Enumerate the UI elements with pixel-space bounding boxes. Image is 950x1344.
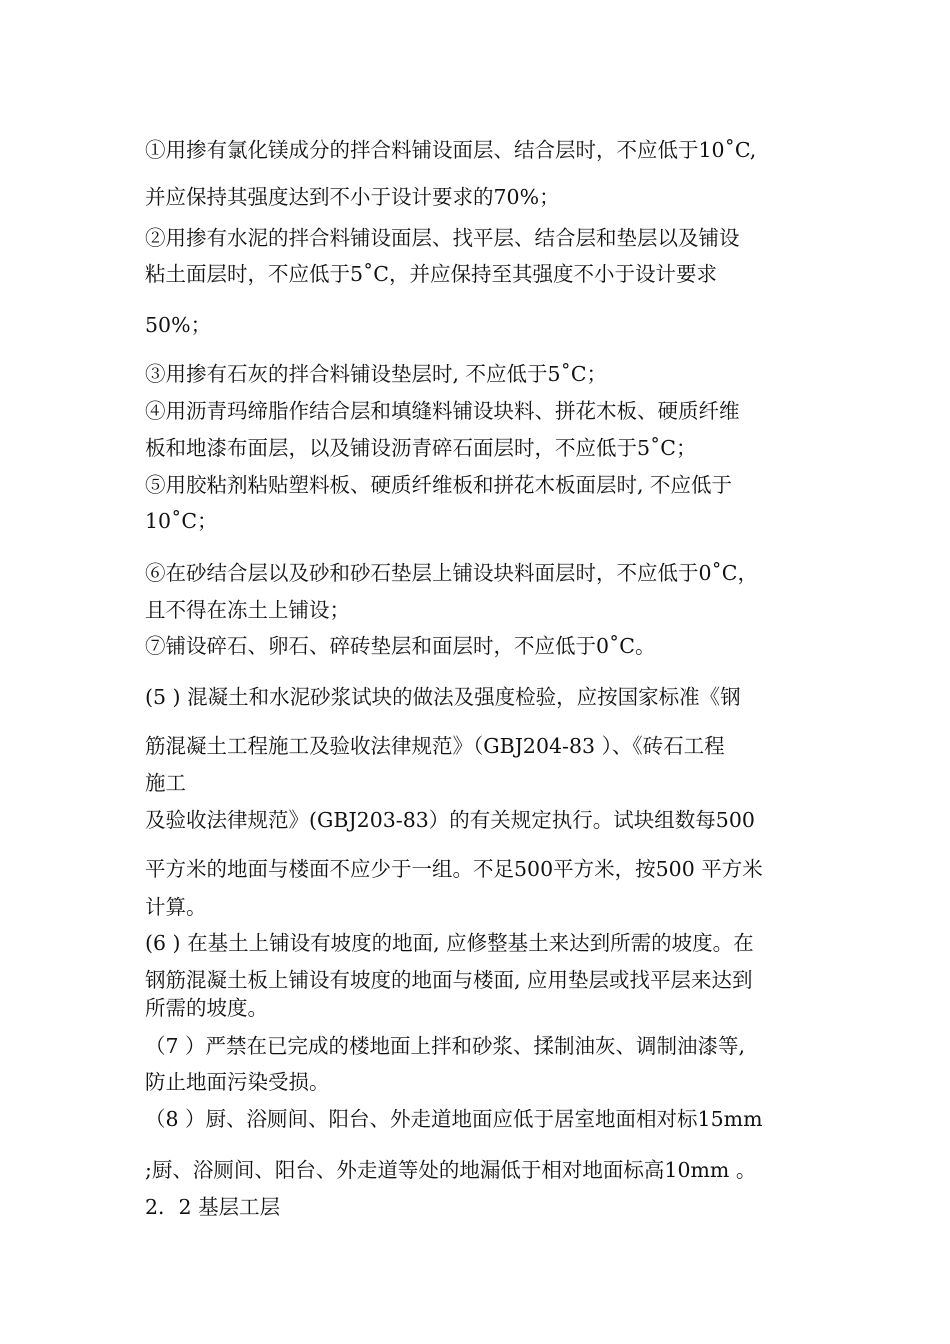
text-line: ①用掺有氯化镁成分的拌合料铺设面层、结合层时，不应低于10˚C, [145, 138, 757, 162]
text-line: ③用掺有石灰的拌合料铺设垫层时, 不应低于5˚C； [145, 362, 608, 386]
text-line: 且不得在冻土上铺设； [145, 598, 350, 622]
text-line: ②用掺有水泥的拌合料铺设面层、找平层、结合层和垫层以及铺设 [145, 226, 740, 250]
text-line: (6 ) 在基土上铺设有坡度的地面, 应修整基土来达到所需的坡度。在 [145, 931, 754, 955]
text-line: 钢筋混凝土板上铺设有坡度的地面与楼面, 应用垫层或找平层来达到 [145, 968, 753, 992]
text-line: (5 ) 混凝土和水泥砂浆试块的做法及强度检验，应按国家标准《钢 [145, 685, 741, 709]
text-line: ④用沥青玛缔脂作结合层和填缝料铺设块料、拼花木板、硬质纤维 [145, 399, 740, 423]
text-line: （7 ）严禁在已完成的楼地面上拌和砂浆、揉制油灰、调制油漆等, [145, 1034, 746, 1058]
text-line: 防止地面污染受损。 [145, 1070, 330, 1094]
text-line: ⑦铺设碎石、卵石、碎砖垫层和面层时，不应低于0˚C。 [145, 634, 656, 658]
text-line: ⑤用胶粘剂粘贴塑料板、硬质纤维板和拼花木板面层时, 不应低于 [145, 473, 733, 497]
text-line: 筋混凝土工程施工及验收法律规范》（GBJ204-83 ）、《砖石工程 [145, 734, 725, 758]
text-line: 所需的坡度。 [145, 996, 268, 1020]
text-line: （8 ）厨、浴厕间、阳台、外走道地面应低于居室地面相对标15mm [145, 1107, 763, 1131]
text-line: 板和地漆布面层，以及铺设沥青碎石面层时，不应低于5˚C； [145, 436, 697, 460]
text-line: 施工 [145, 771, 186, 795]
text-line: 50%； [145, 313, 212, 337]
text-line: ;厨、浴厕间、阳台、外走道等处的地漏低于相对地面标高10mm 。 [145, 1158, 757, 1182]
text-line: ⑥在砂结合层以及砂和砂石垫层上铺设块料面层时，不应低于0˚C， [145, 561, 758, 585]
text-line: 10˚C； [145, 509, 218, 533]
text-line: 及验收法律规范》(GBJ203-83）的有关规定执行。试块组数每500 [145, 808, 755, 832]
text-line: 粘土面层时，不应低于5˚C，并应保持至其强度不小于设计要求 [145, 262, 717, 286]
text-line: 计算。 [145, 895, 207, 919]
text-line: 并应保持其强度达到不小于设计要求的70%； [145, 185, 560, 209]
text-line: 2．2 基层工层 [145, 1195, 281, 1219]
text-line: 平方米的地面与楼面不应少于一组。不足500平方米，按500 平方米 [145, 857, 763, 881]
